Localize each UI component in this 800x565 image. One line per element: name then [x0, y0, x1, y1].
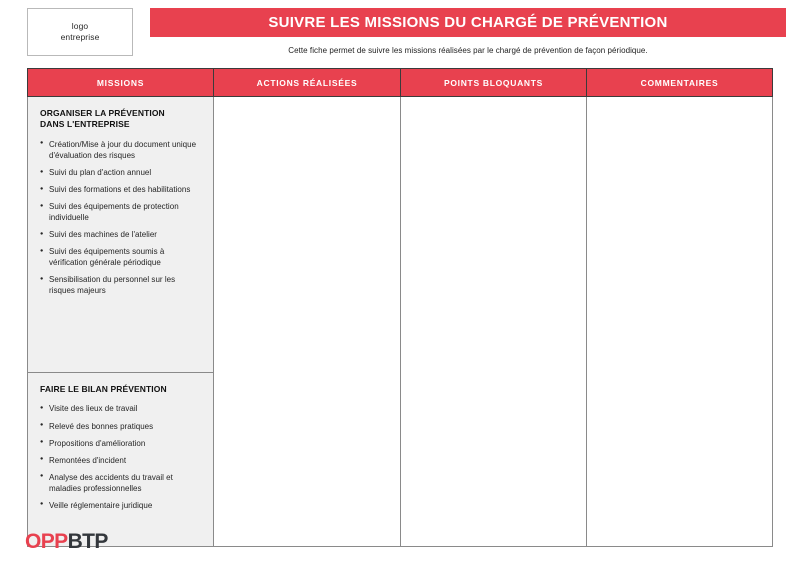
oppbtp-logo: [25, 530, 108, 554]
actions-input-cell[interactable]: [214, 97, 401, 547]
table-header: [28, 69, 773, 97]
missions-block-2: [28, 373, 213, 546]
list-item: ● Suivi des machines de l'atelier: [40, 229, 201, 240]
list-item: ● Visite des lieux de travail: [40, 403, 201, 414]
section-title-1-line-2: DANS L'ENTREPRISE: [40, 119, 130, 130]
title-group: [150, 8, 786, 55]
column-header-comments: COMMENTAIRES: [587, 69, 773, 97]
title-banner: [150, 8, 786, 37]
missions-cell-section-1: [28, 97, 214, 373]
page-title: SUIVRE LES MISSIONS DU CHARGÉ DE PRÉVENTION: [268, 14, 668, 31]
list-item: ● Suivi des formations et des habilitations: [40, 184, 201, 195]
oppbtp-logo-opp: OPP: [25, 530, 68, 553]
oppbtp-logo-btp: BTP: [67, 530, 108, 553]
section-title-1: [40, 108, 201, 131]
points-input-cell[interactable]: [401, 97, 587, 547]
column-header-missions: MISSIONS: [28, 69, 214, 97]
list-item: ● Création/Mise à jour du document unique d'évaluation des risques: [40, 139, 201, 161]
missions-cell-section-2: [28, 373, 214, 547]
list-item: ● Suivi du plan d'action annuel: [40, 167, 201, 178]
list-item: ● Remontées d'incident: [40, 455, 201, 466]
mission-list-1: [40, 139, 201, 296]
page-subtitle: Cette fiche permet de suivre les missions réalisées par le chargé de prévention de façon périodique.: [288, 46, 648, 55]
table-body: [28, 97, 773, 547]
column-header-points: POINTS BLOQUANTS: [401, 69, 587, 97]
list-item: ● Suivi des équipements soumis à vérification générale périodique: [40, 246, 201, 268]
mission-list-2: [40, 403, 201, 510]
logo-placeholder-line-2: entreprise: [60, 32, 100, 42]
document-header: [27, 8, 786, 62]
list-item: ● Suivi des équipements de protection individuelle: [40, 201, 201, 223]
list-item: ● Veille réglementaire juridique: [40, 500, 201, 511]
list-item: ● Propositions d'amélioration: [40, 438, 201, 449]
logo-placeholder-line-1: logo: [71, 21, 89, 32]
column-header-actions: ACTIONS RÉALISÉES: [214, 69, 401, 97]
table-header-row: [28, 69, 773, 97]
list-item: ● Sensibilisation du personnel sur les risques majeurs: [40, 274, 201, 296]
missions-block-1: [28, 97, 213, 372]
list-item: ● Analyse des accidents du travail et maladies professionnelles: [40, 472, 201, 494]
company-logo-placeholder: [27, 8, 133, 56]
section-title-1-line-1: ORGANISER LA PRÉVENTION: [40, 108, 165, 118]
missions-tracking-table: [27, 68, 773, 547]
comments-input-cell[interactable]: [587, 97, 773, 547]
table-row: [28, 97, 773, 373]
list-item: ● Relevé des bonnes pratiques: [40, 421, 201, 432]
section-title-2: FAIRE LE BILAN PRÉVENTION: [40, 384, 167, 394]
